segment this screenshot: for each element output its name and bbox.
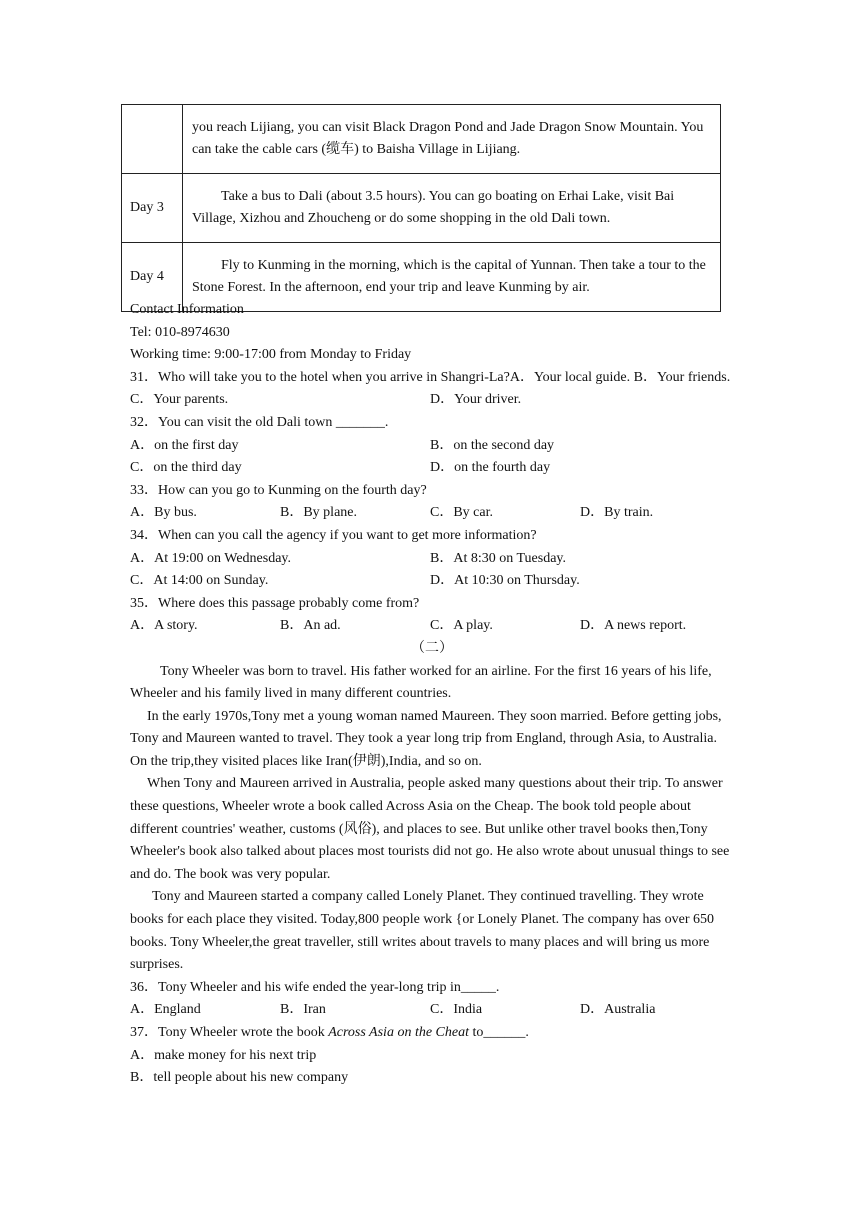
stem-text: 37．Tony Wheeler wrote the book — [130, 1025, 329, 1040]
options-row — [130, 502, 734, 525]
day-cell — [122, 105, 183, 174]
day-cell: Day 4 — [122, 243, 183, 312]
option-d: D．on the fourth day — [430, 460, 551, 476]
option-b: B．tell people about his new company — [130, 1070, 349, 1086]
day-cell: Day 3 — [122, 174, 183, 243]
table-row — [122, 105, 721, 174]
question-33-stem: 33．How can you go to Kunming on the fourth day? — [130, 482, 427, 498]
passage-paragraph: When Tony and Maureen arrived in Australia, people asked many questions about their trip. To answer these questions, Wheeler wrote a book called Across Asia on the Cheap. The book told people about different countries' weather, customs (风俗), and places to see. But unlike other travel books then,Tony Wheeler's book also talked about places most tourists did not go. He also wrote about unusual things to see and do. The book was very popular. — [130, 776, 730, 882]
option-b: B．on the second day — [430, 437, 555, 453]
question-35-stem: 35．Where does this passage probably come from? — [130, 595, 420, 611]
option-a: A．England — [130, 1002, 201, 1018]
option-b: B．An ad. — [280, 618, 341, 634]
book-title: Across Asia on the Cheat — [328, 1025, 469, 1040]
stem-text: to______. — [469, 1025, 529, 1040]
question-32-stem: 32．You can visit the old Dali town _______. — [130, 414, 389, 430]
option-d: D．A news report. — [580, 618, 687, 634]
section-heading: （二） — [411, 640, 453, 656]
options-row — [130, 615, 734, 638]
body-text — [130, 299, 734, 1090]
option-b: B．By plane. — [280, 505, 357, 521]
option-c: C．At 14:00 on Sunday. — [130, 573, 269, 589]
option-d: D．Your driver. — [430, 392, 522, 408]
option-a: A．on the first day — [130, 437, 239, 453]
options-row — [130, 999, 734, 1022]
contact-tel: Tel: 010-8974630 — [130, 324, 230, 340]
question-31-stem: 31．Who will take you to the hotel when you arrive in Shangri-La?A．Your local guide. B．Your friends. — [130, 369, 731, 385]
question-37-stem — [130, 1022, 734, 1045]
options-row — [130, 570, 734, 593]
option-b: B．At 8:30 on Tuesday. — [430, 550, 567, 566]
itinerary-table — [121, 104, 721, 312]
day-description: Fly to Kunming in the morning, which is the capital of Yunnan. Then take a tour to the Stone Forest. In the afternoon, end your trip and leave Kunming by air. — [183, 243, 721, 312]
day-description: Take a bus to Dali (about 3.5 hours). You can go boating on Erhai Lake, visit Bai Village, Xizhou and Zhoucheng or do some shopping in the old Dali town. — [183, 174, 721, 243]
option-b: B．Iran — [280, 1002, 326, 1018]
options-row — [130, 457, 734, 480]
option-c: C．India — [430, 1002, 483, 1018]
option-a: A．By bus. — [130, 505, 197, 521]
question-36-stem: 36．Tony Wheeler and his wife ended the year-long trip in_____. — [130, 979, 500, 995]
contact-hours: Working time: 9:00-17:00 from Monday to Friday — [130, 347, 412, 363]
option-c: C．By car. — [430, 505, 493, 521]
option-a: A．A story. — [130, 618, 198, 634]
passage-paragraph: Tony Wheeler was born to travel. His father worked for an airline. For the first 16 years of his life, Wheeler and his family lived in many different countries. — [130, 663, 712, 702]
table-row — [122, 174, 721, 243]
option-c: C．on the third day — [130, 460, 242, 476]
option-d: D．At 10:30 on Thursday. — [430, 573, 580, 589]
option-d: D．By train. — [580, 505, 654, 521]
question-34-stem: 34．When can you call the agency if you want to get more information? — [130, 527, 537, 543]
option-a: A．make money for his next trip — [130, 1047, 317, 1063]
contact-heading: Contact Information — [130, 302, 244, 317]
passage-paragraph: Tony and Maureen started a company called Lonely Planet. They continued travelling. They wrote books for each place they visited. Today,800 people work {or Lonely Planet. The company has over 650 books. Tony Wheeler,the great traveller, still writes about travels to many places and will bring us more surprises. — [130, 889, 714, 973]
day-description: you reach Lijiang, you can visit Black Dragon Pond and Jade Dragon Snow Mountain. You can take the cable cars (缆车) to Baisha Village in Lijiang. — [183, 105, 721, 174]
options-row — [130, 389, 734, 412]
option-c: C．A play. — [430, 618, 493, 634]
option-a: A．At 19:00 on Wednesday. — [130, 550, 292, 566]
option-d: D．Australia — [580, 1002, 656, 1018]
option-c: C．Your parents. — [130, 392, 229, 408]
options-row — [130, 435, 734, 458]
passage-paragraph: In the early 1970s,Tony met a young woman named Maureen. They soon married. Before getting jobs, Tony and Maureen wanted to travel. They took a year long trip from England, through Asia, to Australia. On the trip,they visited places like Iran(伊朗),India, and so on. — [130, 708, 722, 769]
options-row — [130, 548, 734, 571]
